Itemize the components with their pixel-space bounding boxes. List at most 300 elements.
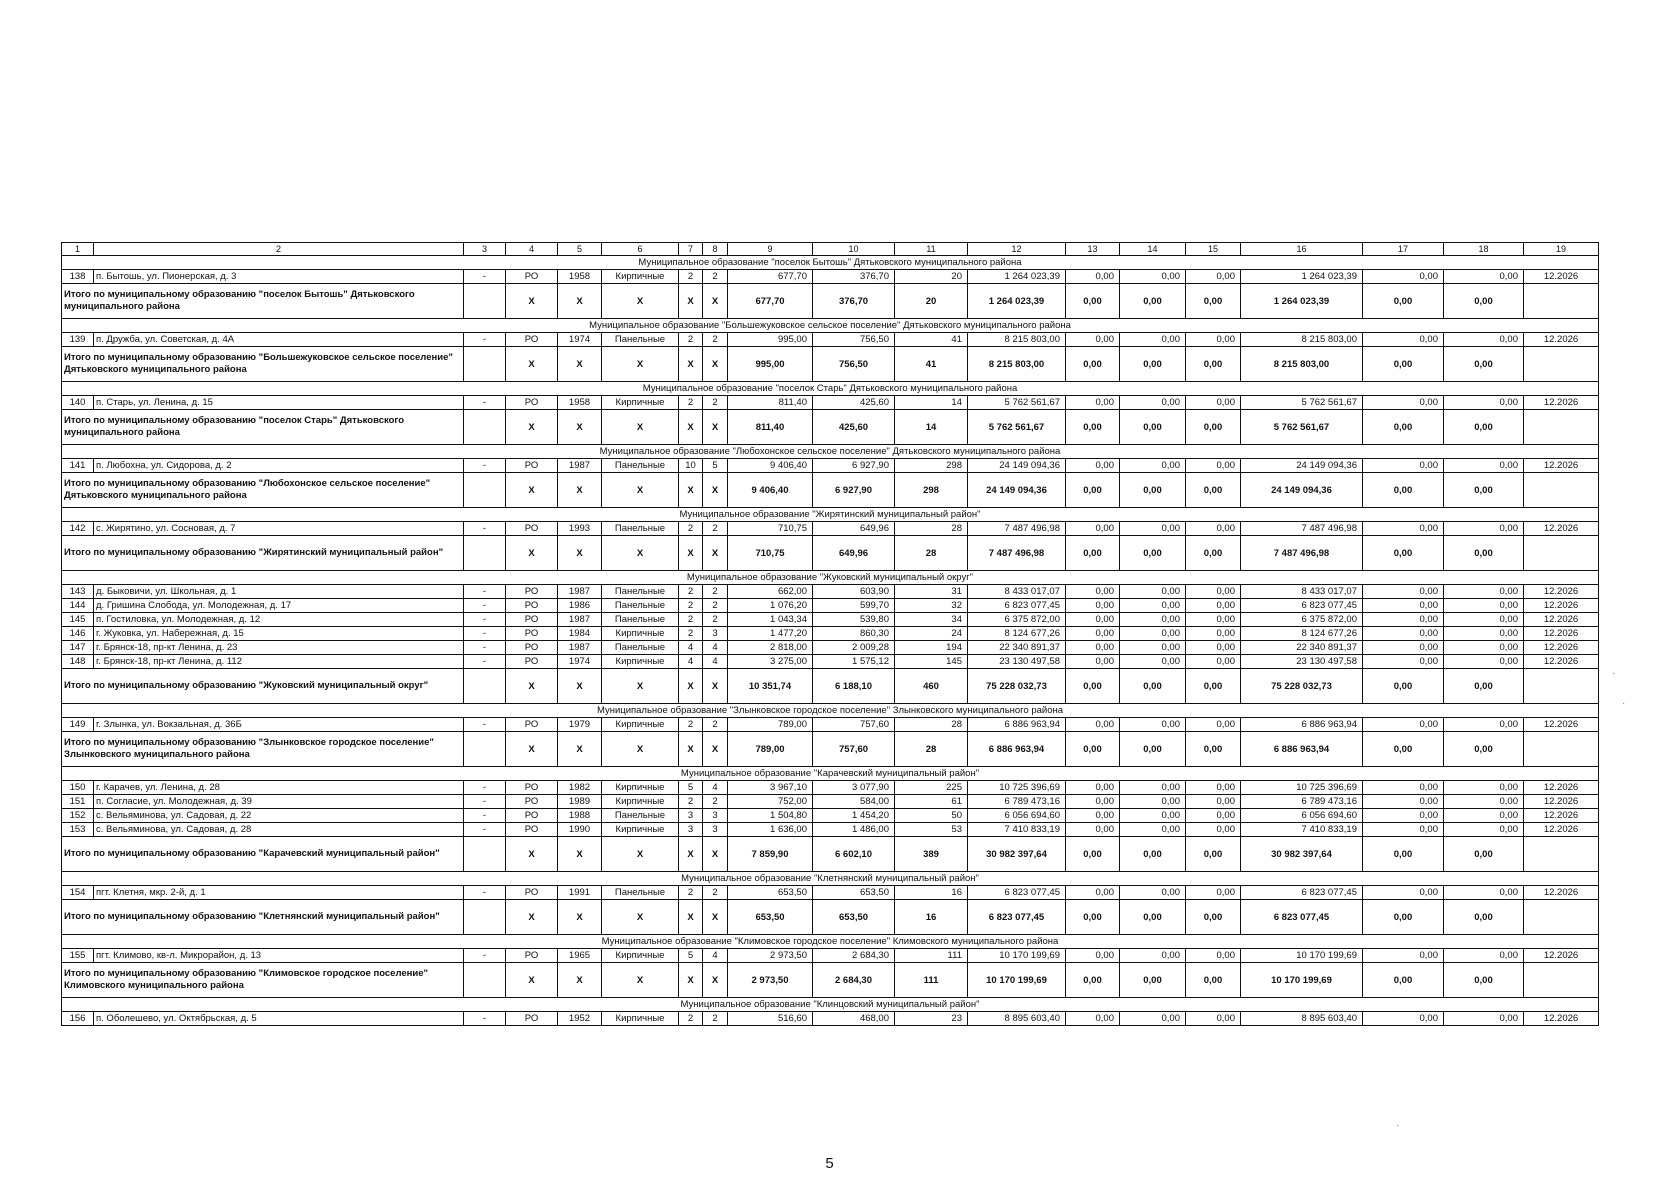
table-cell: 0,00: [1444, 823, 1524, 837]
total-cell: 789,00: [728, 732, 813, 767]
table-cell: 12.2026: [1524, 599, 1599, 613]
total-row: [62, 837, 1599, 872]
total-cell: X: [679, 837, 703, 872]
table-cell: г. Злынка, ул. Вокзальная, д. 36Б: [94, 718, 464, 732]
column-number-cell: 16: [1241, 243, 1363, 256]
total-cell: 0,00: [1186, 284, 1241, 319]
table-cell: 31: [895, 585, 968, 599]
table-cell: 1 264 023,39: [1241, 270, 1363, 284]
total-cell: [1524, 347, 1599, 382]
table-row: [62, 655, 1599, 669]
table-cell: 3: [703, 823, 728, 837]
table-row: [62, 585, 1599, 599]
total-cell: [1524, 536, 1599, 571]
column-number-cell: 10: [813, 243, 895, 256]
total-cell: 376,70: [813, 284, 895, 319]
total-cell: 0,00: [1066, 410, 1120, 445]
table-cell: 0,00: [1066, 641, 1120, 655]
table-cell: 649,96: [813, 522, 895, 536]
table-row: [62, 613, 1599, 627]
table-cell: 2: [703, 795, 728, 809]
total-cell: [464, 732, 506, 767]
table-cell: 0,00: [1444, 795, 1524, 809]
table-cell: 144: [62, 599, 94, 613]
total-cell: 9 406,40: [728, 473, 813, 508]
table-cell: 3 967,10: [728, 781, 813, 795]
table-cell: 194: [895, 641, 968, 655]
total-cell: X: [703, 900, 728, 935]
page-number: 5: [825, 1155, 834, 1172]
table-cell: 8 215 803,00: [968, 333, 1066, 347]
total-cell: 298: [895, 473, 968, 508]
total-cell: X: [506, 284, 558, 319]
table-cell: 111: [895, 949, 968, 963]
table-cell: 2: [703, 333, 728, 347]
table-cell: 2: [703, 1012, 728, 1026]
total-cell: 75 228 032,73: [968, 669, 1066, 704]
table-cell: 12.2026: [1524, 270, 1599, 284]
table-cell: 756,50: [813, 333, 895, 347]
table-cell: 10 725 396,69: [968, 781, 1066, 795]
table-cell: 0,00: [1363, 718, 1444, 732]
total-label: Итого по муниципальному образованию "Злынковское городское поселение" Злынковского муниципального района: [62, 732, 464, 767]
table-cell: 0,00: [1066, 522, 1120, 536]
table-cell: 0,00: [1066, 823, 1120, 837]
total-cell: [464, 284, 506, 319]
table-cell: 28: [895, 522, 968, 536]
table-cell: 12.2026: [1524, 809, 1599, 823]
total-cell: 0,00: [1066, 536, 1120, 571]
table-cell: 8 895 603,40: [1241, 1012, 1363, 1026]
table-cell: 0,00: [1186, 781, 1241, 795]
table-cell: -: [464, 599, 506, 613]
table-cell: 0,00: [1186, 1012, 1241, 1026]
total-cell: X: [602, 536, 679, 571]
table-cell: 0,00: [1363, 809, 1444, 823]
table-cell: 7 487 496,98: [968, 522, 1066, 536]
table-cell: 1974: [558, 333, 602, 347]
table-cell: 4: [703, 655, 728, 669]
total-cell: 0,00: [1363, 837, 1444, 872]
table-cell: РО: [506, 270, 558, 284]
table-row: [62, 270, 1599, 284]
table-cell: 6 823 077,45: [1241, 599, 1363, 613]
table-cell: 0,00: [1120, 599, 1186, 613]
table-cell: 789,00: [728, 718, 813, 732]
table-cell: 1988: [558, 809, 602, 823]
total-cell: 10 170 199,69: [968, 963, 1066, 998]
total-cell: X: [602, 669, 679, 704]
table-cell: 12.2026: [1524, 886, 1599, 900]
table-cell: 12.2026: [1524, 795, 1599, 809]
table-cell: 4: [679, 641, 703, 655]
total-cell: X: [679, 410, 703, 445]
table-cell: Кирпичные: [602, 718, 679, 732]
column-number-cell: 12: [968, 243, 1066, 256]
total-cell: 0,00: [1444, 536, 1524, 571]
table-cell: 539,80: [813, 613, 895, 627]
total-cell: 0,00: [1186, 732, 1241, 767]
table-cell: п. Дружба, ул. Советская, д. 4А: [94, 333, 464, 347]
column-number-cell: 13: [1066, 243, 1120, 256]
table-cell: 140: [62, 396, 94, 410]
total-cell: X: [679, 669, 703, 704]
table-cell: 5 762 561,67: [1241, 396, 1363, 410]
total-cell: 30 982 397,64: [1241, 837, 1363, 872]
section-title: Муниципальное образование "Жуковский муниципальный округ": [62, 571, 1599, 585]
total-cell: 1 264 023,39: [1241, 284, 1363, 319]
total-cell: 0,00: [1066, 963, 1120, 998]
table-cell: с. Вельяминова, ул. Садовая, д. 22: [94, 809, 464, 823]
table-cell: РО: [506, 795, 558, 809]
table-cell: РО: [506, 585, 558, 599]
table-cell: -: [464, 396, 506, 410]
total-cell: X: [679, 284, 703, 319]
column-number-cell: 3: [464, 243, 506, 256]
table-cell: 0,00: [1444, 599, 1524, 613]
table-cell: 0,00: [1186, 886, 1241, 900]
total-cell: X: [558, 347, 602, 382]
table-cell: -: [464, 1012, 506, 1026]
table-cell: 0,00: [1066, 585, 1120, 599]
total-cell: 0,00: [1363, 410, 1444, 445]
table-cell: п. Гостиловка, ул. Молодежная, д. 12: [94, 613, 464, 627]
total-cell: X: [703, 410, 728, 445]
table-cell: 12.2026: [1524, 333, 1599, 347]
table-cell: 1974: [558, 655, 602, 669]
table-cell: 2: [679, 1012, 703, 1026]
table-cell: 995,00: [728, 333, 813, 347]
table-cell: -: [464, 809, 506, 823]
total-row: [62, 669, 1599, 704]
total-cell: 389: [895, 837, 968, 872]
table-cell: г. Карачев, ул. Ленина, д. 28: [94, 781, 464, 795]
section-row: [62, 571, 1599, 585]
table-cell: 8 433 017,07: [968, 585, 1066, 599]
section-title: Муниципальное образование "Любохонское сельское поселение" Дятьковского муниципального района: [62, 445, 1599, 459]
column-number-cell: 9: [728, 243, 813, 256]
total-cell: 995,00: [728, 347, 813, 382]
table-cell: 0,00: [1120, 795, 1186, 809]
table-cell: 5 762 561,67: [968, 396, 1066, 410]
table-cell: 1982: [558, 781, 602, 795]
table-cell: 0,00: [1120, 522, 1186, 536]
table-cell: -: [464, 333, 506, 347]
table-cell: 24 149 094,36: [1241, 459, 1363, 473]
table-cell: 1965: [558, 949, 602, 963]
table-cell: 1991: [558, 886, 602, 900]
table-cell: 0,00: [1066, 396, 1120, 410]
table-cell: 10 170 199,69: [1241, 949, 1363, 963]
total-cell: 0,00: [1186, 837, 1241, 872]
table-row: [62, 522, 1599, 536]
table-cell: 0,00: [1066, 795, 1120, 809]
table-cell: 2: [703, 599, 728, 613]
table-cell: 376,70: [813, 270, 895, 284]
table-cell: 1952: [558, 1012, 602, 1026]
column-number-cell: 19: [1524, 243, 1599, 256]
total-cell: 30 982 397,64: [968, 837, 1066, 872]
table-cell: 6 789 473,16: [968, 795, 1066, 809]
table-cell: 153: [62, 823, 94, 837]
table-cell: 151: [62, 795, 94, 809]
table-cell: п. Любохна, ул. Сидорова, д. 2: [94, 459, 464, 473]
table-cell: 5: [703, 459, 728, 473]
table-cell: 0,00: [1363, 459, 1444, 473]
table-cell: 0,00: [1363, 270, 1444, 284]
table-cell: РО: [506, 627, 558, 641]
total-cell: 677,70: [728, 284, 813, 319]
total-cell: 0,00: [1363, 347, 1444, 382]
total-cell: X: [602, 284, 679, 319]
table-cell: 150: [62, 781, 94, 795]
table-cell: 6 823 077,45: [968, 599, 1066, 613]
table-cell: РО: [506, 823, 558, 837]
table-cell: 12.2026: [1524, 522, 1599, 536]
total-cell: 0,00: [1066, 732, 1120, 767]
total-cell: 710,75: [728, 536, 813, 571]
table-cell: -: [464, 823, 506, 837]
total-cell: 8 215 803,00: [1241, 347, 1363, 382]
total-cell: 41: [895, 347, 968, 382]
table-cell: 0,00: [1186, 823, 1241, 837]
total-cell: X: [506, 410, 558, 445]
table-cell: 225: [895, 781, 968, 795]
table-cell: 2: [703, 718, 728, 732]
total-cell: 0,00: [1444, 473, 1524, 508]
table-cell: 0,00: [1186, 655, 1241, 669]
table-cell: 468,00: [813, 1012, 895, 1026]
table-cell: Панельные: [602, 459, 679, 473]
total-cell: [464, 669, 506, 704]
table-cell: 2: [703, 585, 728, 599]
total-cell: 20: [895, 284, 968, 319]
table-row: [62, 1012, 1599, 1026]
table-cell: 0,00: [1066, 886, 1120, 900]
total-cell: X: [558, 837, 602, 872]
table-cell: 41: [895, 333, 968, 347]
table-cell: 2: [679, 585, 703, 599]
total-cell: 14: [895, 410, 968, 445]
table-cell: 3: [679, 809, 703, 823]
total-cell: X: [558, 536, 602, 571]
total-cell: 7 487 496,98: [968, 536, 1066, 571]
table-cell: п. Старь, ул. Ленина, д. 15: [94, 396, 464, 410]
register-table: [61, 242, 1599, 1026]
total-cell: 0,00: [1186, 536, 1241, 571]
total-cell: X: [679, 473, 703, 508]
table-cell: 0,00: [1066, 781, 1120, 795]
section-title: Муниципальное образование "Большежуковское сельское поселение" Дятьковского муниципального района: [62, 319, 1599, 333]
total-cell: X: [703, 284, 728, 319]
total-cell: X: [558, 963, 602, 998]
table-cell: г. Жуковка, ул. Набережная, д. 15: [94, 627, 464, 641]
table-cell: 0,00: [1066, 627, 1120, 641]
table-cell: РО: [506, 1012, 558, 1026]
table-cell: 12.2026: [1524, 823, 1599, 837]
table-cell: 6 375 872,00: [968, 613, 1066, 627]
total-cell: 0,00: [1363, 536, 1444, 571]
table-cell: 0,00: [1066, 655, 1120, 669]
total-cell: 0,00: [1444, 837, 1524, 872]
table-cell: 0,00: [1444, 949, 1524, 963]
table-cell: -: [464, 613, 506, 627]
table-cell: Панельные: [602, 641, 679, 655]
total-cell: X: [506, 473, 558, 508]
table-cell: РО: [506, 655, 558, 669]
total-cell: X: [558, 732, 602, 767]
total-cell: 0,00: [1066, 900, 1120, 935]
total-cell: [1524, 732, 1599, 767]
total-row: [62, 536, 1599, 571]
table-cell: 0,00: [1120, 949, 1186, 963]
table-cell: 0,00: [1444, 809, 1524, 823]
table-cell: д. Гришина Слобода, ул. Молодежная, д. 17: [94, 599, 464, 613]
table-cell: 0,00: [1363, 795, 1444, 809]
table-row: [62, 459, 1599, 473]
table-cell: 0,00: [1363, 641, 1444, 655]
total-cell: 16: [895, 900, 968, 935]
table-cell: 0,00: [1066, 949, 1120, 963]
table-cell: п. Бытошь, ул. Пионерская, д. 3: [94, 270, 464, 284]
table-cell: 0,00: [1066, 599, 1120, 613]
table-cell: 2: [679, 396, 703, 410]
table-cell: 12.2026: [1524, 781, 1599, 795]
table-cell: 4: [703, 641, 728, 655]
table-cell: 12.2026: [1524, 1012, 1599, 1026]
section-row: [62, 319, 1599, 333]
table-cell: 599,70: [813, 599, 895, 613]
table-cell: 2: [679, 599, 703, 613]
table-cell: 0,00: [1186, 795, 1241, 809]
table-cell: пгт. Климово, кв-л. Микрорайон, д. 13: [94, 949, 464, 963]
table-cell: 7 487 496,98: [1241, 522, 1363, 536]
total-cell: 425,60: [813, 410, 895, 445]
column-number-cell: 7: [679, 243, 703, 256]
total-cell: 0,00: [1120, 473, 1186, 508]
table-cell: 0,00: [1066, 809, 1120, 823]
total-cell: 8 215 803,00: [968, 347, 1066, 382]
table-cell: 757,60: [813, 718, 895, 732]
table-cell: 653,50: [813, 886, 895, 900]
total-cell: [1524, 669, 1599, 704]
table-cell: 1 076,20: [728, 599, 813, 613]
total-label: Итого по муниципальному образованию "Клетнянский муниципальный район": [62, 900, 464, 935]
table-cell: 0,00: [1363, 599, 1444, 613]
table-cell: 53: [895, 823, 968, 837]
total-cell: 28: [895, 732, 968, 767]
total-cell: X: [679, 963, 703, 998]
table-cell: с. Жирятино, ул. Сосновая, д. 7: [94, 522, 464, 536]
total-cell: 0,00: [1120, 900, 1186, 935]
table-cell: 7 410 833,19: [1241, 823, 1363, 837]
table-cell: 0,00: [1120, 585, 1186, 599]
total-cell: 24 149 094,36: [1241, 473, 1363, 508]
table-cell: 8 124 677,26: [1241, 627, 1363, 641]
table-cell: 148: [62, 655, 94, 669]
table-cell: 143: [62, 585, 94, 599]
table-cell: 0,00: [1066, 270, 1120, 284]
table-row: [62, 641, 1599, 655]
table-body: [62, 243, 1599, 1026]
total-cell: 0,00: [1066, 473, 1120, 508]
total-cell: X: [703, 837, 728, 872]
table-cell: 0,00: [1120, 718, 1186, 732]
table-cell: 0,00: [1363, 655, 1444, 669]
table-cell: -: [464, 781, 506, 795]
table-cell: -: [464, 459, 506, 473]
total-cell: X: [558, 900, 602, 935]
table-cell: 0,00: [1363, 886, 1444, 900]
table-cell: 145: [62, 613, 94, 627]
total-cell: 0,00: [1363, 284, 1444, 319]
table-cell: 1 454,20: [813, 809, 895, 823]
total-cell: 811,40: [728, 410, 813, 445]
table-cell: г. Брянск-18, пр-кт Ленина, д. 112: [94, 655, 464, 669]
column-number-cell: 8: [703, 243, 728, 256]
table-cell: 0,00: [1186, 809, 1241, 823]
table-cell: 677,70: [728, 270, 813, 284]
table-cell: 0,00: [1444, 718, 1524, 732]
total-cell: 7 487 496,98: [1241, 536, 1363, 571]
table-cell: 0,00: [1363, 613, 1444, 627]
total-row: [62, 963, 1599, 998]
total-cell: X: [558, 669, 602, 704]
table-cell: 12.2026: [1524, 459, 1599, 473]
table-cell: Панельные: [602, 809, 679, 823]
total-cell: X: [602, 963, 679, 998]
table-cell: 662,00: [728, 585, 813, 599]
table-cell: 653,50: [728, 886, 813, 900]
table-cell: РО: [506, 599, 558, 613]
total-cell: 0,00: [1120, 837, 1186, 872]
table-cell: 12.2026: [1524, 396, 1599, 410]
total-cell: [464, 900, 506, 935]
table-cell: 146: [62, 627, 94, 641]
table-row: [62, 886, 1599, 900]
total-cell: 6 823 077,45: [968, 900, 1066, 935]
column-number-cell: 15: [1186, 243, 1241, 256]
table-cell: 0,00: [1444, 459, 1524, 473]
section-row: [62, 508, 1599, 522]
total-cell: 0,00: [1186, 347, 1241, 382]
table-cell: 2: [679, 613, 703, 627]
table-cell: 860,30: [813, 627, 895, 641]
table-cell: 12.2026: [1524, 641, 1599, 655]
table-cell: 2: [679, 333, 703, 347]
total-cell: 0,00: [1120, 536, 1186, 571]
total-row: [62, 900, 1599, 935]
total-cell: X: [679, 732, 703, 767]
total-cell: 0,00: [1363, 732, 1444, 767]
table-cell: 6 886 963,94: [968, 718, 1066, 732]
table-cell: 24: [895, 627, 968, 641]
table-cell: -: [464, 795, 506, 809]
table-cell: 2: [679, 627, 703, 641]
total-cell: 0,00: [1363, 963, 1444, 998]
table-cell: РО: [506, 459, 558, 473]
table-row: [62, 599, 1599, 613]
total-cell: [1524, 284, 1599, 319]
table-cell: РО: [506, 718, 558, 732]
total-cell: 5 762 561,67: [968, 410, 1066, 445]
table-cell: 0,00: [1186, 333, 1241, 347]
table-cell: 138: [62, 270, 94, 284]
table-cell: 2 684,30: [813, 949, 895, 963]
table-cell: 3: [703, 809, 728, 823]
total-cell: 2 684,30: [813, 963, 895, 998]
table-cell: 2: [679, 886, 703, 900]
